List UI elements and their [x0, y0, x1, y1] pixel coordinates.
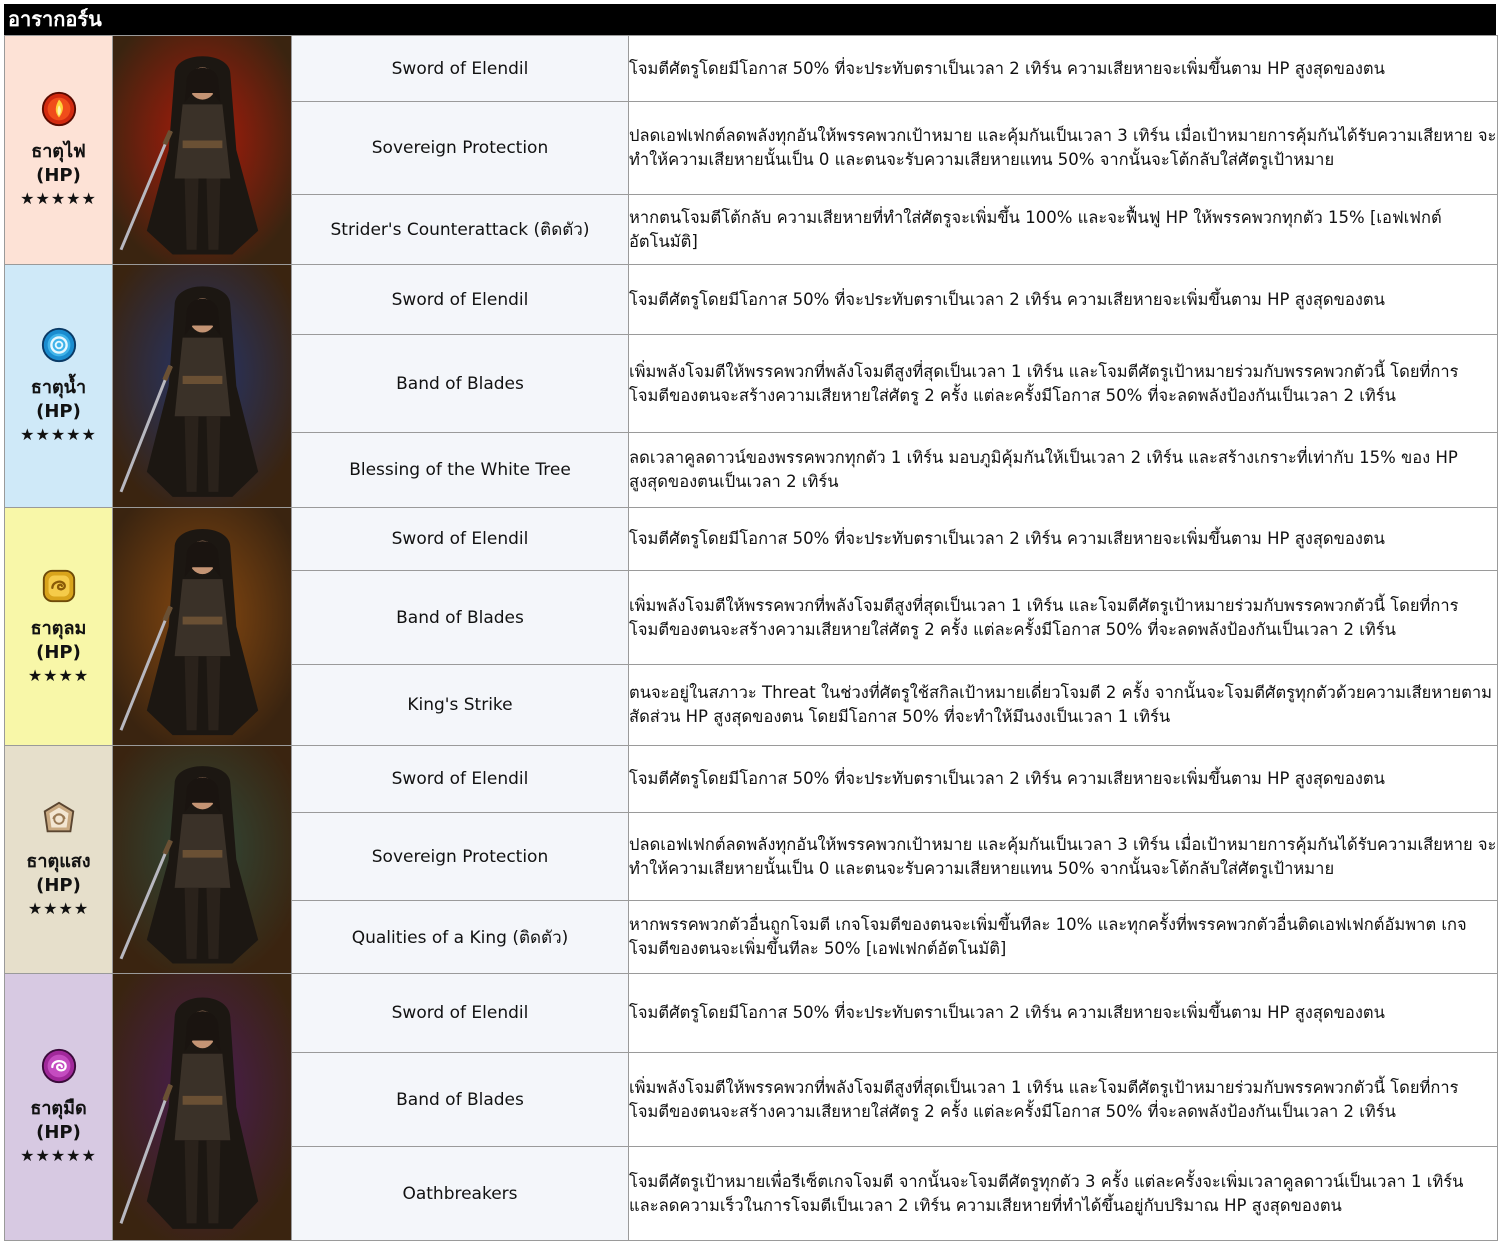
skill-description: โจมตีศัตรูโดยมีโอกาส 50% ที่จะประทับตราเป็นเวลา 2 เทิร์น ความเสียหายจะเพิ่มขึ้นตาม HP สูงสุดของตน — [629, 508, 1498, 571]
skill-name: Band of Blades — [292, 1053, 629, 1147]
element-stat: (HP) — [36, 874, 81, 896]
skill-description: โจมตีศัตรูเป้าหมายเพื่อรีเซ็ตเกจโจมตี จากนั้นจะโจมตีศัตรูทุกตัว 3 ครั้ง แต่ละครั้งจะเพิ่มเวลาคูลดาวน์เป็นเวลา 1 เทิร์น และลดความเร็วในการโจมตีเป็นเวลา 2 เทิร์น ความเสียหายที่ทำได้ขึ้นอยู่กับปริมาณ HP สูงสุดของตน — [629, 1147, 1498, 1241]
fire-element-icon — [40, 90, 78, 128]
element-stat: (HP) — [36, 165, 81, 186]
skill-row — [5, 974, 1498, 1053]
skill-row — [5, 746, 1498, 813]
skill-description: โจมตีศัตรูโดยมีโอกาส 50% ที่จะประทับตราเป็นเวลา 2 เทิร์น ความเสียหายจะเพิ่มขึ้นตาม HP สูงสุดของตน — [629, 746, 1498, 813]
skill-name: Sword of Elendil — [292, 974, 629, 1053]
star-rating: ★★★★ — [27, 898, 90, 918]
element-stat: (HP) — [36, 1122, 81, 1143]
skill-name: Band of Blades — [292, 335, 629, 433]
skill-description: ลดเวลาคูลดาวน์ของพรรคพวกทุกตัว 1 เทิร์น มอบภูมิคุ้มกันให้เป็นเวลา 2 เทิร์น และสร้างเกราะที่เท่ากับ 15% ของ HP สูงสุดของตนเป็นเวลา 2 เทิร์น — [629, 433, 1498, 508]
element-name: ธาตุแสง — [26, 850, 91, 872]
skill-row — [5, 265, 1498, 335]
element-cell — [5, 746, 113, 974]
star-rating: ★★★★★ — [20, 1146, 97, 1165]
element-name: ธาตุลม — [30, 617, 87, 639]
skill-description: หากพรรคพวกตัวอื่นถูกโจมตี เกจโจมตีของตนจะเพิ่มขึ้นทีละ 10% และทุกครั้งที่พรรคพวกตัวอื่นติดเอฟเฟกต์อัมพาต เกจโจมตีของตนจะเพิ่มขึ้นทีละ 50% [เอฟเฟกต์อัตโนมัติ] — [629, 901, 1498, 974]
skill-name: Band of Blades — [292, 571, 629, 665]
hero-portrait — [113, 974, 292, 1241]
skill-description: โจมตีศัตรูโดยมีโอกาส 50% ที่จะประทับตราเป็นเวลา 2 เทิร์น ความเสียหายจะเพิ่มขึ้นตาม HP สูงสุดของตน — [629, 36, 1498, 102]
water-element-icon — [40, 326, 78, 364]
skill-name: Sovereign Protection — [292, 813, 629, 901]
star-rating: ★★★★ — [27, 665, 90, 685]
element-stat: (HP) — [36, 401, 81, 422]
page-title: อารากอร์น — [4, 4, 1496, 35]
skills-table — [4, 35, 1498, 1241]
element-stat: (HP) — [36, 641, 81, 663]
skill-description: หากตนโจมตีโต้กลับ ความเสียหายที่ทำใส่ศัตรูจะเพิ่มขึ้น 100% และจะฟื้นฟู HP ให้พรรคพวกทุกตัว 15% [เอฟเฟกต์อัตโนมัติ] — [629, 195, 1498, 265]
skill-description: โจมตีศัตรูโดยมีโอกาส 50% ที่จะประทับตราเป็นเวลา 2 เทิร์น ความเสียหายจะเพิ่มขึ้นตาม HP สูงสุดของตน — [629, 974, 1498, 1053]
skill-description: เพิ่มพลังโจมตีให้พรรคพวกที่พลังโจมตีสูงที่สุดเป็นเวลา 1 เทิร์น และโจมตีศัตรูเป้าหมายร่วมกับพรรคพวกตัวนี้ โดยที่การโจมตีของตนจะสร้างความเสียหายใส่ศัตรู 2 ครั้ง แต่ละครั้งมีโอกาส 50% ที่จะลดพลังป้องกันเป็นเวลา 2 เทิร์น — [629, 1053, 1498, 1147]
skill-name: Sword of Elendil — [292, 265, 629, 335]
skill-name: Strider's Counterattack (ติดตัว) — [292, 195, 629, 265]
skill-description: ปลดเอฟเฟกต์ลดพลังทุกอันให้พรรคพวกเป้าหมาย และคุ้มกันเป็นเวลา 3 เทิร์น เมื่อเป้าหมายการคุ้มกันได้รับความเสียหาย จะทำให้ความเสียหายนั้นเป็น 0 และตนจะรับความเสียหายแทน 50% จากนั้นจะโต้กลับใส่ศัตรูเป้าหมาย — [629, 813, 1498, 901]
skill-row — [5, 508, 1498, 571]
element-cell — [5, 36, 113, 265]
skill-name: Sword of Elendil — [292, 746, 629, 813]
skill-name: Oathbreakers — [292, 1147, 629, 1241]
wind-element-icon — [40, 567, 78, 605]
element-cell — [5, 265, 113, 508]
skill-description: โจมตีศัตรูโดยมีโอกาส 50% ที่จะประทับตราเป็นเวลา 2 เทิร์น ความเสียหายจะเพิ่มขึ้นตาม HP สูงสุดของตน — [629, 265, 1498, 335]
hero-portrait — [113, 36, 292, 265]
skill-name: Blessing of the White Tree — [292, 433, 629, 508]
element-name: ธาตุมืด — [30, 1098, 87, 1119]
light-element-icon — [40, 800, 78, 838]
star-rating: ★★★★★ — [20, 189, 97, 208]
skill-row — [5, 36, 1498, 102]
skill-name: Sword of Elendil — [292, 508, 629, 571]
skill-description: เพิ่มพลังโจมตีให้พรรคพวกที่พลังโจมตีสูงที่สุดเป็นเวลา 1 เทิร์น และโจมตีศัตรูเป้าหมายร่วมกับพรรคพวกตัวนี้ โดยที่การโจมตีของตนจะสร้างความเสียหายใส่ศัตรู 2 ครั้ง แต่ละครั้งมีโอกาส 50% ที่จะลดพลังป้องกันเป็นเวลา 2 เทิร์น — [629, 335, 1498, 433]
skill-name: King's Strike — [292, 665, 629, 746]
skill-name: Qualities of a King (ติดตัว) — [292, 901, 629, 974]
element-name: ธาตุน้ำ — [30, 377, 87, 398]
dark-element-icon — [40, 1047, 78, 1085]
element-cell — [5, 974, 113, 1241]
star-rating: ★★★★★ — [20, 425, 97, 444]
skill-description: ตนจะอยู่ในสภาวะ Threat ในช่วงที่ศัตรูใช้สกิลเป้าหมายเดี่ยวโจมตี 2 ครั้ง จากนั้นจะโจมตีศัตรูทุกตัวด้วยความเสียหายตามสัดส่วน HP สูงสุดของตน โดยมีโอกาส 50% ที่จะทำให้มึนงงเป็นเวลา 1 เทิร์น — [629, 665, 1498, 746]
hero-portrait — [113, 508, 292, 746]
element-name: ธาตุไฟ — [31, 141, 86, 162]
skill-name: Sovereign Protection — [292, 102, 629, 195]
hero-portrait — [113, 746, 292, 974]
skill-description: เพิ่มพลังโจมตีให้พรรคพวกที่พลังโจมตีสูงที่สุดเป็นเวลา 1 เทิร์น และโจมตีศัตรูเป้าหมายร่วมกับพรรคพวกตัวนี้ โดยที่การโจมตีของตนจะสร้างความเสียหายใส่ศัตรู 2 ครั้ง แต่ละครั้งมีโอกาส 50% ที่จะลดพลังป้องกันเป็นเวลา 2 เทิร์น — [629, 571, 1498, 665]
hero-portrait — [113, 265, 292, 508]
element-cell — [5, 508, 113, 746]
skill-name: Sword of Elendil — [292, 36, 629, 102]
skill-description: ปลดเอฟเฟกต์ลดพลังทุกอันให้พรรคพวกเป้าหมาย และคุ้มกันเป็นเวลา 3 เทิร์น เมื่อเป้าหมายการคุ้มกันได้รับความเสียหาย จะทำให้ความเสียหายนั้นเป็น 0 และตนจะรับความเสียหายแทน 50% จากนั้นจะโต้กลับใส่ศัตรูเป้าหมาย — [629, 102, 1498, 195]
